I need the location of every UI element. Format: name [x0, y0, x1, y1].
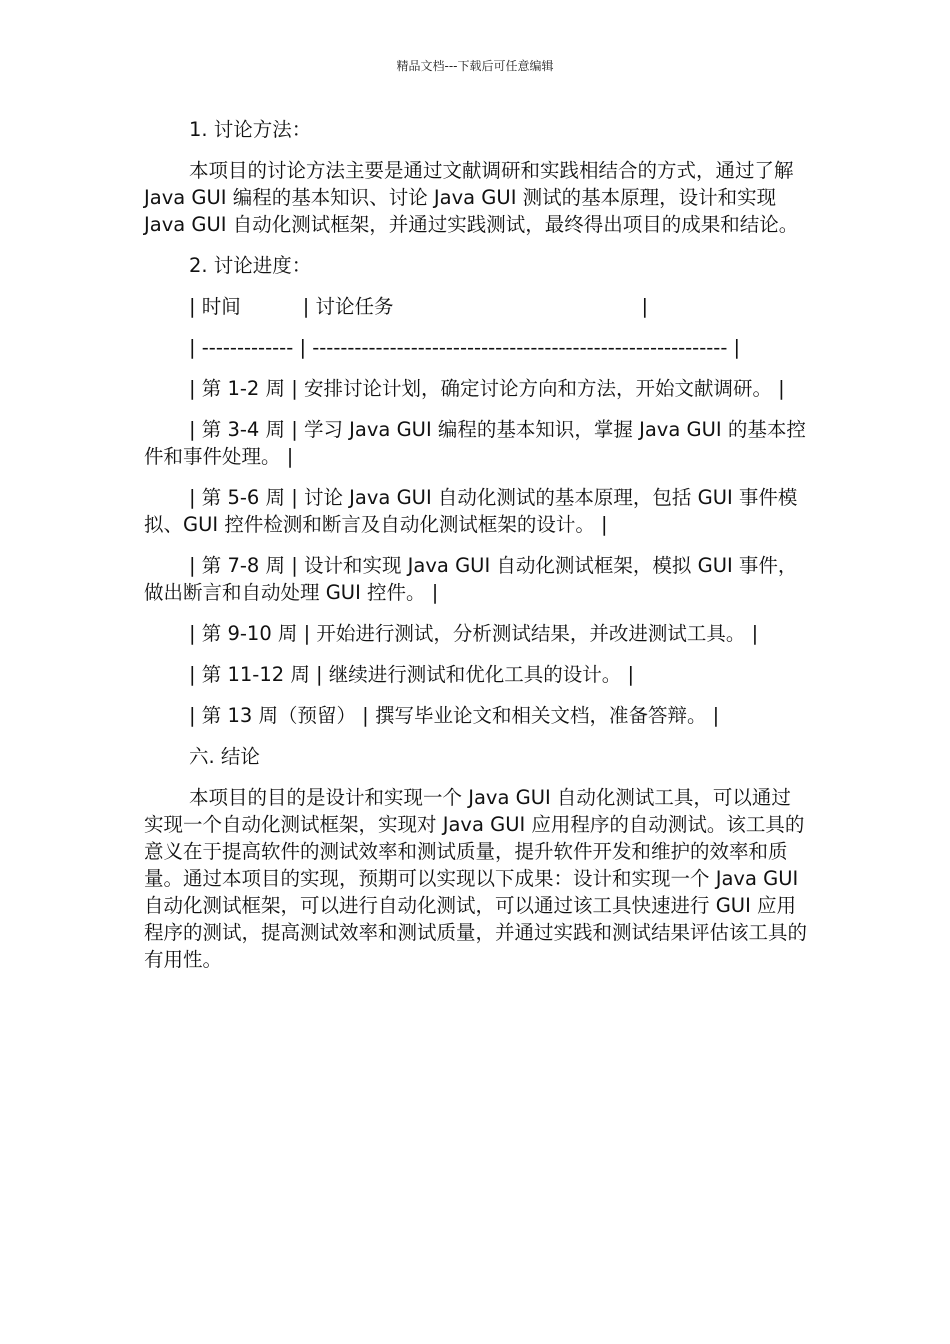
progress-table-header: | 时间 | 讨论任务 | [189, 295, 649, 318]
method-heading: 1. 讨论方法： [189, 118, 312, 141]
progress-row-week-11-12: | 第 11-12 周 | 继续进行测试和优化工具的设计。 | [189, 663, 635, 686]
document-body [144, 116, 808, 987]
progress-row-week-5-6: | 第 5-6 周 | 讨论 Java GUI 自动化测试的基本原理，包括 GUI 事件模拟、GUI 控件检测和断言及自动化测试框架的设计。 | [144, 486, 798, 536]
progress-row-week-7-8: | 第 7-8 周 | 设计和实现 Java GUI 自动化测试框架，模拟 GUI 事件，做出断言和自动处理 GUI 控件。 | [144, 554, 798, 604]
progress-table-separator: | ------------- | ----------------------------------------------------------- | [189, 336, 741, 359]
progress-row-week-1-2: | 第 1-2 周 | 安排讨论计划，确定讨论方向和方法，开始文献调研。 | [189, 377, 785, 400]
progress-row-week-3-4: | 第 3-4 周 | 学习 Java GUI 编程的基本知识，掌握 Java GUI 的基本控件和事件处理。 | [144, 418, 806, 468]
progress-heading: 2. 讨论进度： [189, 254, 312, 277]
conclusion-heading: 六. 结论 [189, 745, 260, 768]
conclusion-paragraph: 本项目的目的是设计和实现一个 Java GUI 自动化测试工具，可以通过实现一个自动化测试框架，实现对 Java GUI 应用程序的自动测试。该工具的意义在于提高软件的测试效率和测试质量，提升软件开发和维护的效率和质量。通过本项目的实现，预期可以实现以下成果：设计和实现一个 Java GUI 自动化测试框架，可以进行自动化测试，可以通过该工具快速进行 GUI 应用程序的测试，提高测试效率和测试质量，并通过实践和测试结果评估该工具的有用性。 [144, 786, 808, 971]
progress-row-week-13: | 第 13 周（预留） | 撰写毕业论文和相关文档，准备答辩。 | [189, 704, 720, 727]
page-header: 精品文档---下载后可任意编辑 [396, 59, 554, 73]
progress-row-week-9-10: | 第 9-10 周 | 开始进行测试，分析测试结果，并改进测试工具。 | [189, 622, 759, 645]
method-paragraph: 本项目的讨论方法主要是通过文献调研和实践相结合的方式，通过了解 Java GUI 编程的基本知识、讨论 Java GUI 测试的基本原理，设计和实现 Java GUI 自动化测试框架，并通过实践测试，最终得出项目的成果和结论。 [144, 159, 799, 236]
